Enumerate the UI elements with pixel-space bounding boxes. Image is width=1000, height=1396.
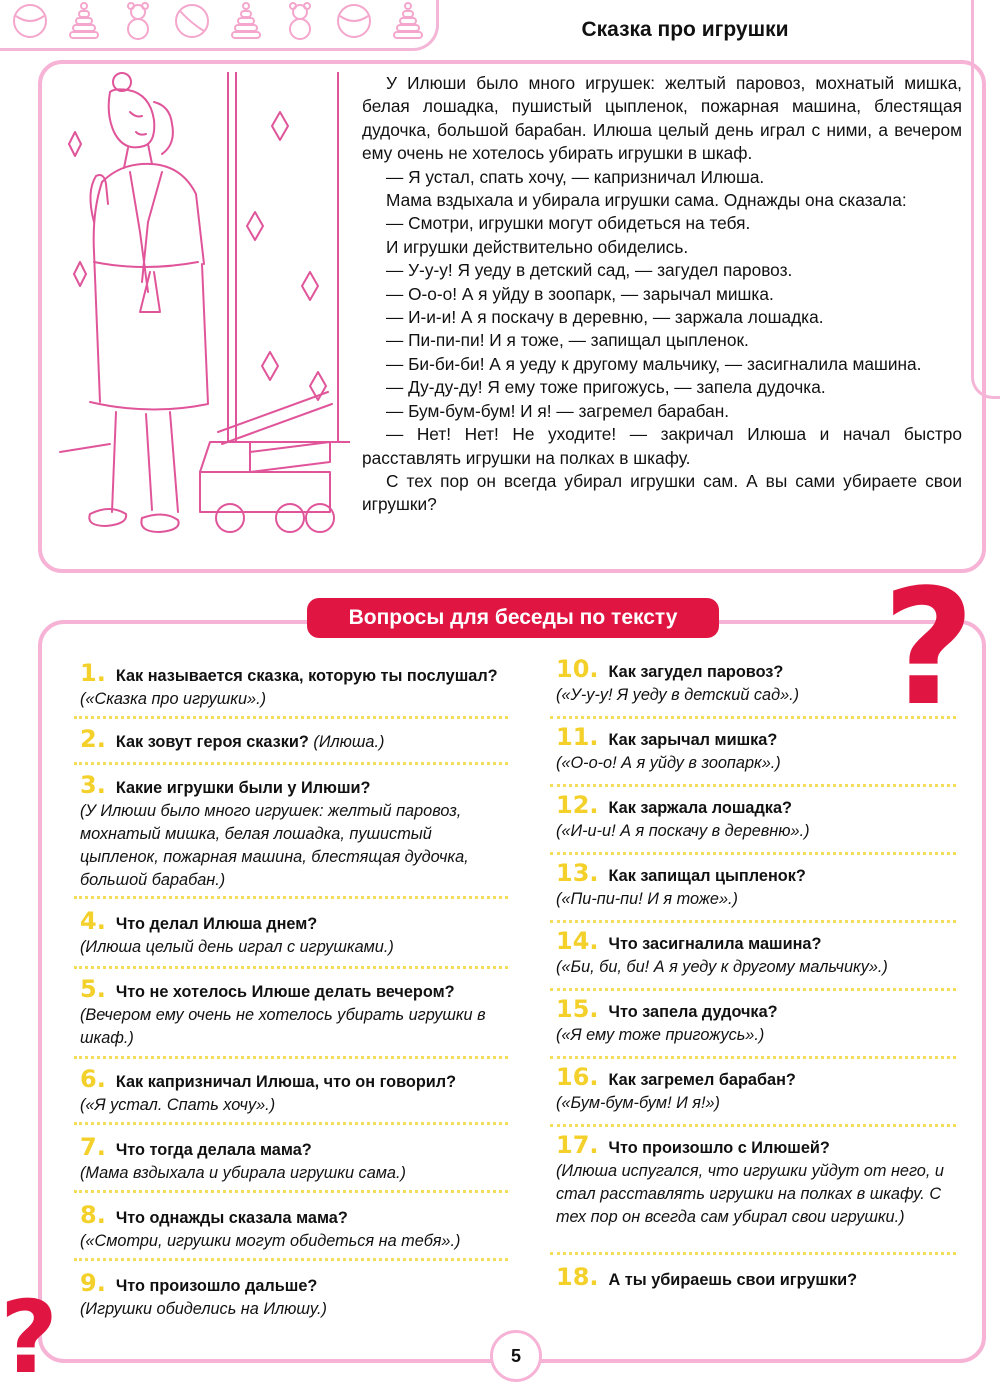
question-number: 12. (556, 791, 599, 819)
answer-text: («О-о-о! А я уйду в зоопарк».) (556, 754, 781, 772)
dotted-divider (550, 852, 956, 855)
question-text: А ты убираешь свои игрушки? (608, 1271, 858, 1289)
question-text: Как зовут героя сказки? (115, 733, 309, 751)
dotted-divider (550, 920, 956, 923)
story-paragraph: — И-и-и! А я поскачу в деревню, — заржала лошадка. (386, 307, 824, 328)
story-paragraph: У Илюши было много игрушек: желтый паровоз, мохнатый мишка, белая лошадка, пушистый цыпленок, пожарная машина, блестящая дудочка, большой барабан. Илюша целый день играл с ними, а вечером ему очень не хотелось убирать игрушки в шкаф. (362, 73, 962, 164)
story-paragraph: И игрушки действительно обиделись. (386, 236, 689, 257)
dotted-divider (74, 1258, 508, 1261)
ball-icon (8, 0, 52, 42)
answer-text: («Смотри, игрушки могут обидеться на тебя».) (80, 1232, 461, 1250)
question-item (556, 723, 956, 775)
answer-text: («Би, би, би! А я уеду к другому мальчику».) (556, 958, 888, 976)
question-item (80, 975, 508, 1050)
pyramid-toy-icon (62, 0, 106, 42)
story-paragraph: — Я устал, спать хочу, — капризничал Илюша. (386, 166, 765, 187)
story-title: Сказка про игрушки (581, 18, 789, 41)
pyramid-toy-icon (224, 0, 268, 42)
dotted-divider (550, 1252, 956, 1255)
story-paragraph: — Бум-бум-бум! И я! — загремел барабан. (386, 400, 730, 421)
answer-text: (Вечером ему очень не хотелось убирать игрушки в шкаф.) (80, 1006, 486, 1047)
question-item (556, 1263, 956, 1292)
answer-text: (Илюша целый день играл с игрушками.) (80, 938, 394, 956)
question-item (556, 995, 956, 1047)
story-paragraph: — У-у-у! Я уеду в детский сад, — загудел паровоз. (386, 260, 793, 281)
question-text: Как загремел барабан? (608, 1071, 796, 1089)
question-text: Как называется сказка, которую ты послушал? (115, 667, 498, 685)
question-item (80, 725, 508, 754)
question-number: 15. (556, 995, 599, 1023)
question-item (80, 659, 508, 711)
answer-text: (Мама вздыхала и убирала игрушки сама.) (80, 1164, 406, 1182)
answer-text: («У-у-у! Я уеду в детский сад».) (556, 686, 800, 704)
answer-text: («И-и-и! А я поскачу в деревню».) (556, 822, 810, 840)
question-number: 13. (556, 859, 599, 887)
question-text: Как капризничал Илюша, что он говорил? (115, 1073, 457, 1091)
question-text: Что делал Илюша днем? (115, 915, 318, 933)
story-text (362, 72, 962, 517)
dotted-divider (74, 716, 508, 719)
toy-strip (0, 0, 438, 50)
question-number: 18. (556, 1263, 599, 1291)
question-number: 8. (80, 1201, 106, 1229)
question-item (80, 771, 508, 892)
page-number: 5 (490, 1330, 542, 1382)
dotted-divider (550, 716, 956, 719)
question-number: 4. (80, 907, 106, 935)
question-item (80, 1269, 508, 1321)
question-text: Как заржала лошадка? (608, 799, 792, 817)
question-item (556, 859, 956, 911)
question-number: 14. (556, 927, 599, 955)
answer-text: (У Илюши было много игрушек: желтый паровоз, мохнатый мишка, белая лошадка, пушистый цыпленок, пожарная машина, блестящая дудочка, большой барабан.) (80, 802, 469, 889)
question-item (80, 1201, 508, 1253)
ball-icon (332, 0, 376, 42)
question-number: 7. (80, 1133, 106, 1161)
question-item (556, 655, 956, 707)
story-paragraph: — Би-би-би! А я уеду к другому мальчику, — засигналила машина. (386, 353, 922, 374)
answer-text: («Я устал. Спать хочу».) (80, 1096, 276, 1114)
story-paragraph: — О-о-о! А я уйду в зоопарк, — зарычал мишка. (386, 283, 774, 304)
question-item (556, 927, 956, 979)
story-paragraph: С тех пор он всегда убирал игрушки сам. А вы сами убираете свои игрушки? (362, 470, 962, 515)
question-number: 17. (556, 1131, 599, 1159)
ball-icon (170, 0, 214, 42)
questions-title: Вопросы для беседы по тексту (307, 598, 719, 638)
dotted-divider (550, 1124, 956, 1127)
question-text: Что однажды сказала мама? (115, 1209, 348, 1227)
question-item (556, 791, 956, 843)
question-number: 11. (556, 723, 599, 751)
answer-text: (Илюша.) (313, 733, 385, 751)
question-text: Как запищал цыпленок? (608, 867, 806, 885)
answer-text: («Пи-пи-пи! И я тоже».) (556, 890, 738, 908)
dotted-divider (74, 896, 508, 899)
question-number: 10. (556, 655, 599, 683)
story-paragraph: — Пи-пи-пи! И я тоже, — запищал цыпленок. (386, 330, 749, 351)
dotted-divider (550, 784, 956, 787)
answer-text: (Игрушки обиделись на Илюшу.) (80, 1300, 327, 1318)
question-item (556, 1063, 956, 1115)
answer-text: (Илюша испугался, что игрушки уйдут от него, и стал расставлять игрушки на полках в шкафу. С тех пор он всегда сам убирал свои игрушки.) (556, 1162, 944, 1226)
dotted-divider (74, 1056, 508, 1059)
dotted-divider (550, 988, 956, 991)
question-mark-icon: ? (882, 554, 975, 741)
question-text: Какие игрушки были у Илюши? (115, 779, 371, 797)
question-number: 3. (80, 771, 106, 799)
story-paragraph: — Смотри, игрушки могут обидеться на тебя. (386, 213, 751, 234)
dotted-divider (74, 1122, 508, 1125)
question-item (80, 1133, 508, 1185)
question-number: 9. (80, 1269, 106, 1297)
question-text: Что засигналила машина? (608, 935, 822, 953)
question-number: 1. (80, 659, 106, 687)
dotted-divider (74, 1190, 508, 1193)
story-paragraph: — Ду-ду-ду! Я ему тоже пригожусь, — запела дудочка. (386, 377, 826, 398)
answer-text: («Бум-бум-бум! И я!») (556, 1094, 720, 1112)
question-text: Как зарычал мишка? (608, 731, 778, 749)
question-text: Что тогда делала мама? (115, 1141, 312, 1159)
pyramid-toy-icon (386, 0, 430, 42)
question-text: Что произошло дальше? (115, 1277, 318, 1295)
mother-illustration (50, 72, 350, 552)
question-text: Что произошло с Илюшей? (608, 1139, 830, 1157)
dotted-divider (550, 1056, 956, 1059)
story-paragraph: — Нет! Нет! Не уходите! — закричал Илюша и начал быстро расставлять игрушки на полках в шкафу. (362, 424, 962, 468)
question-item (80, 907, 508, 959)
question-number: 6. (80, 1065, 106, 1093)
teddy-bear-icon (278, 0, 322, 42)
question-number: 2. (80, 725, 106, 753)
question-number: 16. (556, 1063, 599, 1091)
question-mark-icon: ? (0, 1279, 59, 1396)
question-text: Как загудел паровоз? (608, 663, 784, 681)
dotted-divider (74, 762, 508, 765)
question-item (80, 1065, 508, 1117)
story-paragraph: Мама вздыхала и убирала игрушки сама. Однажды она сказала: (386, 190, 907, 211)
dotted-divider (74, 966, 508, 969)
question-text: Что не хотелось Илюше делать вечером? (115, 983, 455, 1001)
answer-text: («Я ему тоже пригожусь».) (556, 1026, 765, 1044)
question-text: Что запела дудочка? (608, 1003, 778, 1021)
question-number: 5. (80, 975, 106, 1003)
teddy-bear-icon (116, 0, 160, 42)
answer-text: («Сказка про игрушки».) (80, 690, 267, 708)
question-item (556, 1131, 956, 1229)
